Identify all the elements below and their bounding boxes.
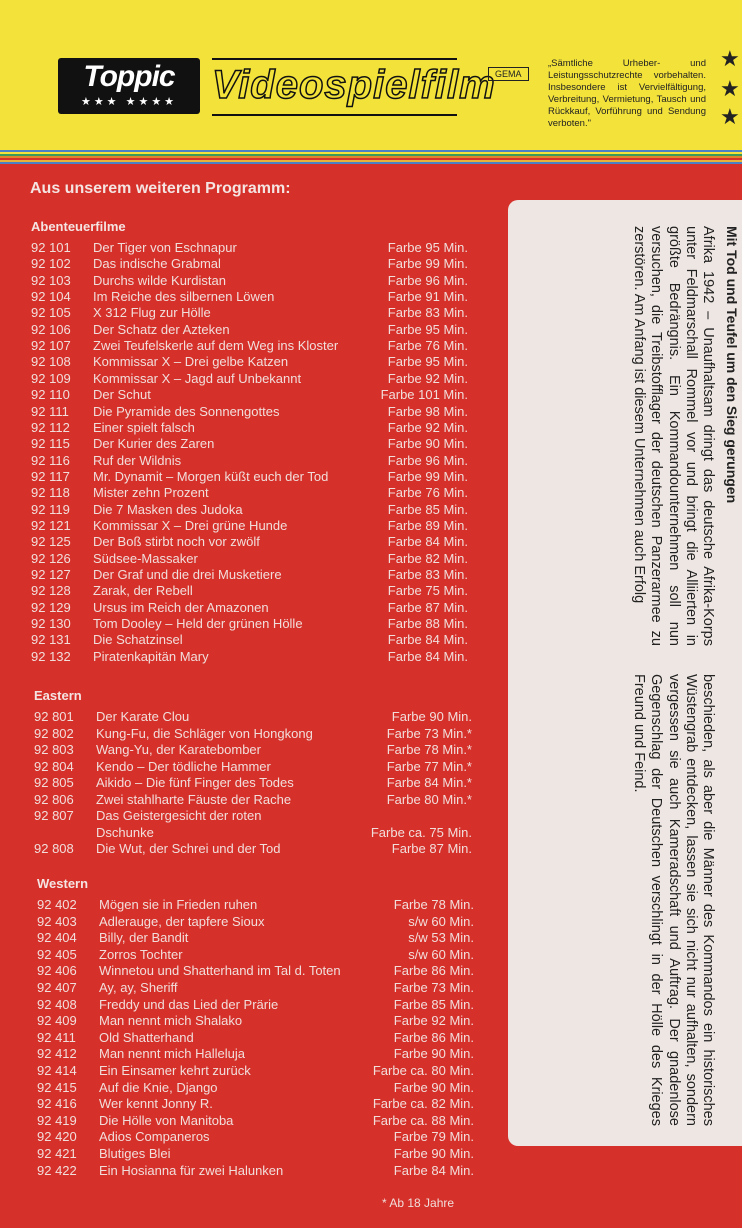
film-info: Farbe 84 Min.	[387, 632, 468, 648]
film-info: Farbe 95 Min.	[387, 354, 468, 370]
film-number: 92 106	[31, 321, 71, 337]
film-row	[31, 632, 468, 648]
film-info: Farbe 88 Min.	[387, 616, 468, 632]
synopsis-headline: Mit Tod und Teufel um den Sieg gerungen	[724, 226, 740, 504]
film-info: Farbe 73 Min.*	[386, 725, 472, 741]
film-row	[31, 322, 468, 338]
film-info: Farbe 84 Min.*	[386, 775, 472, 790]
film-info: s/w 60 Min.	[408, 946, 474, 962]
film-title: Kendo – Der tödliche Hammer	[96, 758, 271, 774]
film-row	[37, 997, 474, 1013]
film-number: 92 421	[37, 1146, 77, 1161]
film-number: 92 420	[37, 1129, 77, 1145]
film-row	[37, 1113, 474, 1129]
film-number: 92 102	[31, 256, 71, 272]
film-info: Farbe 83 Min.	[387, 305, 468, 321]
film-info: Farbe 89 Min.	[387, 517, 468, 533]
film-number: 92 801	[34, 709, 74, 724]
film-title: Der Boß stirbt noch vor zwölf	[93, 534, 260, 550]
film-info: Farbe 99 Min.	[387, 256, 468, 272]
film-title: Der Karate Clou	[96, 709, 190, 724]
film-row	[31, 305, 468, 321]
film-number: 92 121	[31, 517, 71, 533]
film-number: 92 111	[31, 403, 69, 419]
category-heading: Western	[37, 876, 89, 891]
film-row	[31, 485, 468, 501]
film-info: Farbe 87 Min.	[387, 599, 468, 615]
film-title: Die Schatzinsel	[93, 632, 183, 648]
film-row	[37, 1096, 474, 1112]
film-number: 92 128	[31, 583, 71, 599]
film-row	[31, 583, 468, 599]
synopsis-column-1: Afrika 1942 – Unaufhaltsam dringt das deutsche Afrika-Korps unter Feldmarschall Rommel vor und bringt die Alliierten in größte Bedrängnis. Ein Kommandounternehmen soll nun versuchen, die Treibstofflager der deutschen Panzerarmee zu zerstören. Am Anfang ist diesem Unternehmen auch Erfolg	[631, 226, 716, 646]
film-row	[31, 404, 468, 420]
film-title: Durchs wilde Kurdistan	[93, 272, 226, 288]
film-number: 92 405	[37, 946, 77, 962]
film-info: Farbe 85 Min.	[393, 996, 474, 1012]
film-info: Farbe 90 Min.	[393, 1046, 474, 1062]
film-number: 92 109	[31, 370, 71, 386]
film-title: Ein Einsamer kehrt zurück	[99, 1063, 251, 1078]
film-title: Ein Hosianna für zwei Halunken	[99, 1162, 284, 1178]
film-title: Der Graf und die drei Musketiere	[93, 567, 282, 582]
film-info: Farbe 84 Min.	[393, 1162, 474, 1178]
film-title: Adios Companeros	[99, 1129, 210, 1145]
film-number: 92 808	[34, 841, 74, 856]
film-info: Farbe 82 Min.	[387, 550, 468, 566]
synopsis-column-2: beschieden, als aber die Männer des Kommandos ein historisches Wüstengrab entdecken, lassen sie sich nicht nur aufhalten, sondern vergessen sie auch Kameradschaft und Auftrag. Der gnadenlose Gegenschlag der Deutschen verschlingt in der Hölle des Krieges Freund und Feind.	[631, 674, 716, 1126]
film-title: Der Schut	[93, 387, 151, 403]
film-row	[31, 469, 468, 485]
film-row	[31, 256, 468, 272]
film-row	[37, 963, 474, 979]
film-info: Farbe 84 Min.	[387, 648, 468, 664]
film-row	[31, 502, 468, 518]
film-number: 92 130	[31, 616, 71, 632]
film-info: Farbe 87 Min.	[391, 841, 472, 856]
film-info: Farbe 73 Min.	[393, 980, 474, 995]
film-info: Farbe 77 Min.*	[386, 758, 472, 774]
film-title: Auf die Knie, Django	[99, 1079, 218, 1095]
film-number: 92 416	[37, 1096, 77, 1112]
gema-label: GEMA	[488, 67, 529, 81]
film-row	[34, 726, 472, 742]
film-number: 92 415	[37, 1079, 77, 1095]
film-row	[34, 759, 472, 775]
film-title: Piratenkapitän Mary	[93, 648, 209, 664]
film-info: Farbe 75 Min.	[387, 583, 468, 599]
film-row	[34, 792, 472, 808]
film-row	[34, 825, 472, 841]
film-info: Farbe 92 Min.	[387, 370, 468, 386]
film-row	[31, 420, 468, 436]
film-number: 92 404	[37, 930, 77, 946]
film-title: Ruf der Wildnis	[93, 452, 182, 468]
film-row	[31, 273, 468, 289]
film-number: 92 805	[34, 775, 74, 790]
film-number: 92 407	[37, 980, 77, 995]
film-row	[31, 240, 468, 256]
film-title: Zwei Teufelskerle auf dem Weg ins Kloster	[93, 338, 339, 354]
film-info: Farbe ca. 80 Min.	[372, 1063, 474, 1078]
film-title: Dschunke	[96, 824, 154, 840]
film-info: s/w 53 Min.	[408, 930, 474, 946]
film-number: 92 115	[31, 436, 70, 452]
film-title: Aikido – Die fünf Finger des Todes	[96, 775, 294, 790]
program-title: Aus unserem weiteren Programm:	[30, 180, 291, 197]
film-number: 92 105	[31, 305, 71, 321]
film-title: Die Wut, der Schrei und der Tod	[96, 841, 281, 856]
film-info: Farbe 92 Min.	[393, 1013, 474, 1029]
film-info: Farbe 86 Min.	[393, 1029, 474, 1045]
film-row	[37, 1080, 474, 1096]
film-number: 92 419	[37, 1112, 77, 1128]
film-number: 92 127	[31, 567, 71, 582]
film-title: X 312 Flug zur Hölle	[93, 305, 211, 321]
film-title: Ay, ay, Sheriff	[99, 980, 178, 995]
film-info: Farbe 85 Min.	[387, 501, 468, 517]
film-number: 92 107	[31, 338, 71, 354]
film-row	[31, 354, 468, 370]
film-row	[37, 1129, 474, 1145]
film-row	[34, 808, 472, 824]
star-icon: ★	[720, 46, 740, 71]
film-info: Farbe ca. 82 Min.	[372, 1096, 474, 1112]
film-number: 92 411	[37, 1029, 76, 1045]
film-row	[37, 1013, 474, 1029]
category-heading: Abenteuerfilme	[31, 219, 126, 234]
film-title: Man nennt mich Shalako	[99, 1013, 243, 1029]
film-title: Old Shatterhand	[99, 1029, 194, 1045]
film-number: 92 802	[34, 725, 74, 741]
film-row	[37, 947, 474, 963]
film-row	[31, 534, 468, 550]
film-title: Der Tiger von Eschnapur	[93, 240, 237, 255]
film-title: Freddy und das Lied der Prärie	[99, 996, 279, 1012]
film-number: 92 422	[37, 1162, 77, 1178]
film-number: 92 103	[31, 272, 71, 288]
film-row	[37, 1030, 474, 1046]
film-number: 92 803	[34, 742, 74, 757]
film-title: Mister zehn Prozent	[93, 485, 209, 501]
film-row	[31, 387, 468, 403]
film-title: Das Geistergesicht der roten	[96, 808, 262, 823]
film-number: 92 132	[31, 648, 71, 664]
film-title: Wer kennt Jonny R.	[99, 1096, 213, 1112]
film-row	[37, 1046, 474, 1062]
film-row	[37, 897, 474, 913]
film-info: Farbe 76 Min.	[387, 485, 468, 501]
film-title: Kung-Fu, die Schläger von Hongkong	[96, 725, 313, 741]
film-row	[37, 1063, 474, 1079]
film-number: 92 110	[31, 387, 70, 403]
film-title: Mr. Dynamit – Morgen küßt euch der Tod	[93, 468, 329, 484]
star-icon: ★	[720, 76, 740, 101]
film-info: Farbe 86 Min.	[393, 963, 474, 979]
film-number: 92 129	[31, 599, 71, 615]
film-row	[31, 567, 468, 583]
film-row	[31, 649, 468, 665]
film-title: Zwei stahlharte Fäuste der Rache	[96, 791, 292, 807]
film-title: Ursus im Reich der Amazonen	[93, 599, 269, 615]
film-title: Kommissar X – Drei gelbe Katzen	[93, 354, 289, 370]
film-number: 92 119	[31, 501, 70, 517]
film-info: Farbe 84 Min.	[387, 534, 468, 550]
film-title: Zarak, der Rebell	[93, 583, 193, 599]
film-info: Farbe 90 Min.	[391, 709, 472, 724]
film-row	[31, 338, 468, 354]
film-number: 92 806	[34, 791, 74, 807]
film-title: Adlerauge, der tapfere Sioux	[99, 913, 265, 929]
film-row	[34, 709, 472, 725]
film-number: 92 804	[34, 758, 74, 774]
film-row	[37, 914, 474, 930]
film-title: Billy, der Bandit	[99, 930, 189, 946]
film-row	[31, 551, 468, 567]
film-info: Farbe 78 Min.	[393, 897, 474, 912]
film-row	[34, 841, 472, 857]
film-info: Farbe 76 Min.	[387, 338, 468, 354]
film-info: Farbe 101 Min.	[380, 387, 468, 403]
film-info: Farbe 96 Min.	[387, 272, 468, 288]
logo-stars: ★★★ ★★★★	[80, 96, 178, 108]
film-number: 92 101	[31, 240, 71, 255]
film-row	[31, 616, 468, 632]
film-row	[31, 289, 468, 305]
film-info: Farbe 90 Min.	[393, 1079, 474, 1095]
film-row	[31, 436, 468, 452]
film-info: Farbe 78 Min.*	[386, 742, 472, 757]
brand-title: Videospielfilm	[212, 58, 457, 116]
film-number: 92 807	[34, 808, 74, 823]
film-number: 92 402	[37, 897, 77, 912]
film-title: Wang-Yu, der Karatebomber	[96, 742, 261, 757]
film-info: Farbe 98 Min.	[387, 403, 468, 419]
film-number: 92 408	[37, 996, 77, 1012]
film-title: Südsee-Massaker	[93, 550, 198, 566]
film-title: Der Schatz der Azteken	[93, 321, 230, 337]
film-title: Die Hölle von Manitoba	[99, 1112, 234, 1128]
film-number: 92 104	[31, 289, 71, 305]
logo-text: Toppic	[83, 60, 175, 93]
film-row	[31, 371, 468, 387]
film-info: Farbe 79 Min.	[393, 1129, 474, 1145]
film-info: Farbe 96 Min.	[387, 452, 468, 468]
synopsis-panel	[508, 200, 742, 1146]
film-number: 92 406	[37, 963, 77, 979]
film-info: Farbe 83 Min.	[387, 567, 468, 582]
copyright-notice: „Sämtliche Urheber- und Leistungsschutzrechte vorbehalten. Insbesondere ist Vervielfältigung, Verbreitung, Vermietung, Tausch und Rückkauf, Vorführung und Sendung verboten."	[548, 58, 706, 129]
category-heading: Eastern	[34, 688, 82, 703]
film-number: 92 403	[37, 913, 77, 929]
film-number: 92 414	[37, 1063, 77, 1078]
film-number: 92 409	[37, 1013, 77, 1029]
film-title: Tom Dooley – Held der grünen Hölle	[93, 616, 303, 632]
film-info: Farbe 99 Min.	[387, 468, 468, 484]
film-info: Farbe 95 Min.	[387, 240, 468, 255]
film-number: 92 126	[31, 550, 71, 566]
film-row	[34, 775, 472, 791]
film-title: Einer spielt falsch	[93, 419, 195, 435]
film-title: Das indische Grabmal	[93, 256, 221, 272]
film-number: 92 112	[31, 419, 70, 435]
film-title: Die Pyramide des Sonnengottes	[93, 403, 280, 419]
film-number: 92 412	[37, 1046, 77, 1062]
film-info: Farbe 92 Min.	[387, 419, 468, 435]
film-title: Kommissar X – Drei grüne Hunde	[93, 517, 288, 533]
film-info: Farbe 95 Min.	[387, 321, 468, 337]
film-number: 92 131	[31, 632, 71, 648]
film-number: 92 118	[31, 485, 70, 501]
film-row	[31, 600, 468, 616]
film-row	[37, 1146, 474, 1162]
film-title: Kommissar X – Jagd auf Unbekannt	[93, 370, 302, 386]
film-info: Farbe ca. 88 Min.	[372, 1112, 474, 1128]
film-row	[34, 742, 472, 758]
film-title: Die 7 Masken des Judoka	[93, 501, 243, 517]
film-row	[31, 453, 468, 469]
film-title: Der Kurier des Zaren	[93, 436, 215, 452]
film-number: 92 116	[31, 452, 70, 468]
film-title: Mögen sie in Frieden ruhen	[99, 897, 258, 912]
film-row	[37, 1163, 474, 1179]
film-title: Blutiges Blei	[99, 1146, 171, 1161]
film-title: Man nennt mich Halleluja	[99, 1046, 245, 1062]
film-info: Farbe 80 Min.*	[386, 791, 472, 807]
film-number: 92 117	[31, 468, 70, 484]
film-row	[31, 518, 468, 534]
film-title: Winnetou und Shatterhand im Tal d. Toten	[99, 963, 341, 979]
film-info: s/w 60 Min.	[408, 913, 474, 929]
film-info: Farbe 91 Min.	[387, 289, 468, 305]
film-row	[37, 930, 474, 946]
toppic-logo	[58, 58, 200, 114]
film-title: Zorros Tochter	[99, 946, 183, 962]
age-footnote: * Ab 18 Jahre	[382, 1196, 455, 1210]
film-info: Farbe ca. 75 Min.	[370, 824, 472, 840]
film-info: Farbe 90 Min.	[387, 436, 468, 452]
rainbow-stripes	[0, 150, 742, 168]
star-icon: ★	[720, 104, 740, 129]
film-number: 92 125	[31, 534, 71, 550]
film-info: Farbe 90 Min.	[393, 1146, 474, 1161]
film-number: 92 108	[31, 354, 71, 370]
film-row	[37, 980, 474, 996]
film-title: Im Reiche des silbernen Löwen	[93, 289, 275, 305]
